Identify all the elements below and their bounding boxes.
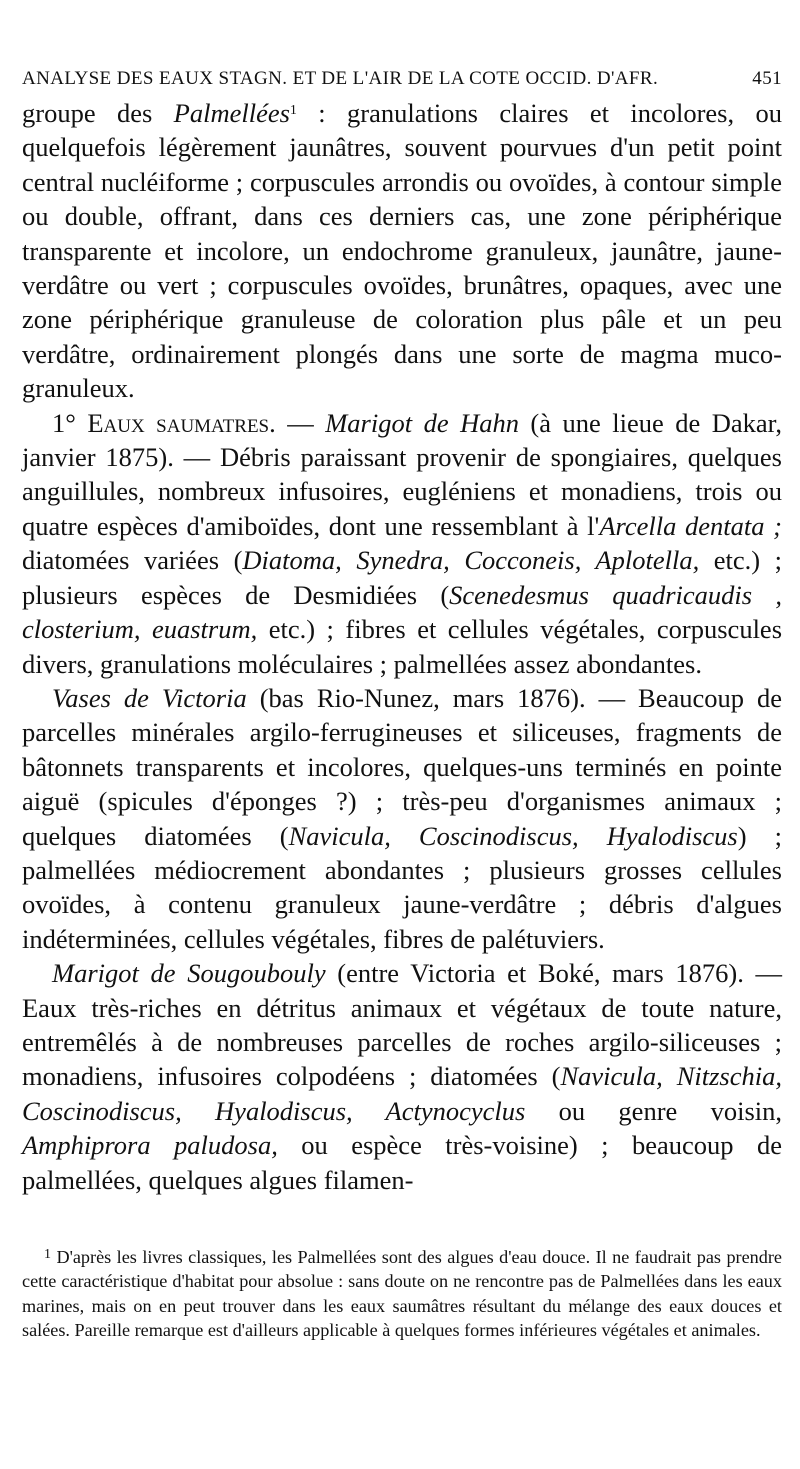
italic-term: Arcella dentata ; <box>599 510 782 541</box>
paragraph-palmellees <box>22 96 782 406</box>
paragraph-vases-victoria <box>22 681 782 956</box>
italic-term: Navicula, Coscinodiscus, Hyalodiscus <box>288 820 738 851</box>
text-run: ) ; palmellées médiocrement abondantes ; plusieurs grosses cellules ovoïdes, à contenu granuleux jaune-verdâtre ; débris d'algues indéterminées, cellules végétales, fibres de palétuviers. <box>22 820 782 954</box>
italic-term: Marigot de Hahn <box>325 407 519 438</box>
paragraph-marigot-sougoubouly <box>22 956 782 1197</box>
body-text <box>22 96 782 1197</box>
text-run: etc.) ; plusieurs espèces de Desmidiées ( <box>22 545 783 610</box>
italic-term: Navicula, Nitzschia, Coscinodiscus, Hyalodiscus, Actynocyclus <box>22 1061 782 1126</box>
text-run: ou genre voisin, <box>525 1095 783 1126</box>
italic-term: Vases de Victoria <box>52 682 247 713</box>
text-run: diatomées variées ( <box>22 545 243 576</box>
footnote-text: D'après les livres classiques, les Palmellées sont des algues d'eau douce. Il ne faudrait pas prendre cette caractéristique d'habitat pour absolue : sans doute on ne rencontre pas de Palmellées dans les eaux marines, mais on en peut trouver dans les eaux saumâtres résultant du mélange des eaux douces et salées. Pareille remarque est d'ailleurs applicable à quelques formes inférieures végétales et animales. <box>22 1247 782 1341</box>
text-run: (bas Rio-Nunez, mars 1876). — Beaucoup de parcelles minérales argilo-ferrugineuses et siliceuses, fragments de bâtonnets transparents et incolores, quelques-uns terminés en pointe aiguë (spicules d'éponges ?) ; très-peu d'organismes animaux ; quelques diatomées ( <box>22 682 782 851</box>
footnotes <box>22 1245 782 1343</box>
italic-term: Amphiprora paludosa, <box>22 1130 278 1161</box>
text-run: : granulations claires et incolores, ou quelquefois légèrement jaunâtres, souvent pourvues d'un petit point central nucléiforme ; corpuscules arrondis ou ovoïdes, à contour simple ou double, offrant, dans ces derniers cas, une zone périphérique transparente et incolore, un endochrome granuleux, jaunâtre, jaune-verdâtre ou vert ; corpuscules ovoïdes, brunâtres, opaques, avec une zone périphérique granuleuse de coloration plus pâle et un peu verdâtre, ordinairement plongés dans une sorte de magma muco-granuleux. <box>22 98 782 404</box>
italic-term: Marigot de Sougoubouly <box>52 958 326 989</box>
section-heading: Eaux saumatres. <box>87 407 276 438</box>
text-run: etc.) ; fibres et cellules végétales, corpuscules divers, granulations moléculaires ; palmellées assez abondantes. <box>22 614 783 679</box>
text-run: 1° <box>52 407 88 438</box>
text-run: ou espèce très-voisine) ; beaucoup de palmellées, quelques algues filamen- <box>22 1130 782 1195</box>
page <box>22 68 782 1343</box>
text-run: (à une lieue de Dakar, janvier 1875). — Débris paraissant provenir de spongiaires, quelques anguillules, nombreux infusoires, eugléniens et monadiens, trois ou quatre espèces d'amiboïdes, dont une ressemblant à l' <box>22 407 782 541</box>
text-run: — <box>275 407 326 438</box>
running-head-title: ANALYSE DES EAUX STAGN. ET DE L'AIR DE LA COTE OCCID. D'AFR. <box>22 68 659 89</box>
italic-term: Palmellées <box>173 98 290 128</box>
footnote-1 <box>22 1245 782 1343</box>
italic-term: Diatoma, Synedra, Cocconeis, Aplotella, <box>242 545 700 576</box>
text-run: (entre Victoria et Boké, mars 1876). — Eaux très-riches en détritus animaux et végétaux de toute nature, entremêlés à de nombreuses parcelles de roches argilo-siliceuses ; monadiens, infusoires colpodéens ; diatomées ( <box>22 958 782 1092</box>
footnote-mark: 1 <box>44 1247 51 1262</box>
page-number: 451 <box>752 68 782 89</box>
running-head <box>22 68 782 90</box>
text-run: groupe des <box>22 98 174 128</box>
footnote-ref: 1 <box>289 103 297 118</box>
italic-term: Scenedesmus quadricaudis , closterium, euastrum, <box>22 579 782 645</box>
paragraph-marigot-hahn <box>22 406 782 681</box>
